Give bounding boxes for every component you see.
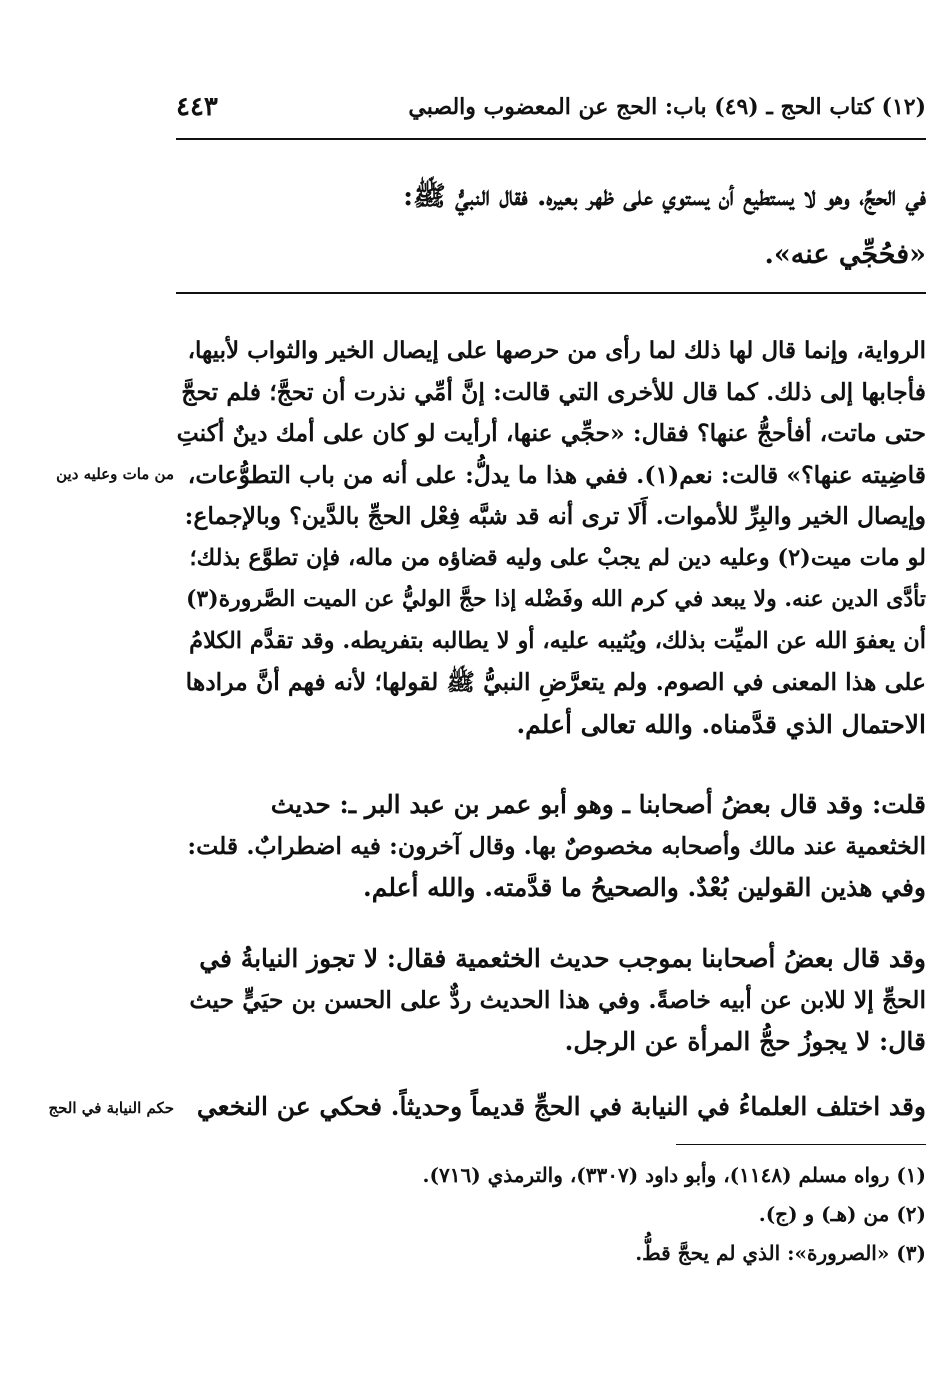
text-line: وقد قال بعضُ أصحابنا بموجب حديث الخثعمية فقال: لا تجوز النيابةُ في: [199, 944, 926, 973]
margin-note-proxy-hajj: حكم النيابة في الحج: [48, 1099, 174, 1117]
header-rule: [176, 138, 926, 140]
footnote: (٣) «الصرورة»: الذي لم يحجَّ قطُّ.: [635, 1241, 926, 1265]
footnotes: [300, 1156, 926, 1273]
text-line: تأدَّى الدين عنه. ولا يبعد في كرم الله وفَضْله إذا حجَّ الوليُّ عن الميت الصَّرورة(٣): [185, 586, 926, 612]
text-line: الحجِّ إلا للابن عن أبيه خاصةً. وفي هذا الحديث ردٌّ على الحسن بن حيَيٍّ حيث: [189, 985, 926, 1014]
commentary-paragraph-4: [176, 1086, 926, 1128]
text-line: في الحجِّ، وهو لا يستطيع أن يستوي على ظهر بعيره. فقال النبيُّ ﷺ:: [403, 181, 926, 212]
text-line: على هذا المعنى في الصوم. ولم يتعرَّضِ النبيُّ ﷺ لقولها؛ لأنه فهم أنَّ مرادها: [185, 668, 926, 696]
text-line: «فحُجِّي عنه».: [764, 239, 926, 270]
text-line: الرواية، وإنما قال لها ذلك لما رأى من حرصها على إيصال الخير والثواب لأبيها،: [187, 337, 926, 364]
page-header: [176, 92, 926, 136]
text-line: أن يعفوَ الله عن الميِّت بذلك، ويُثيبه عليه، أو لا يطالبه بتفريطه. وقد تقدَّم الكلامُ: [189, 627, 926, 654]
text-line: فأجابها إلى ذلك. كما قال للأخرى التي قالت: إنَّ أمِّي نذرت أن تحجَّ؛ فلم تحجَّ: [181, 377, 926, 406]
footnote: (٢) من (هـ) و (ج).: [758, 1202, 926, 1226]
margin-note-debt: من مات وعليه دين: [56, 465, 174, 483]
text-line: وإيصال الخير والبِرِّ للأموات. أَلَا ترى أنه قد شبَّه فِعْل الحجِّ بالدَّين؟ وبالإجماع:: [184, 502, 926, 530]
section-divider: [176, 292, 926, 294]
text-line: قال: لا يجوزُ حجُّ المرأة عن الرجل.: [564, 1027, 926, 1056]
commentary-paragraph-2: [176, 784, 926, 909]
footnote: (١) رواه مسلم (١١٤٨)، وأبو داود (٣٣٠٧)، والترمذي (٧١٦).: [422, 1163, 926, 1187]
text-line: قلت: وقد قال بعضُ أصحابنا ـ وهو أبو عمر بن عبد البر ـ: حديث: [270, 790, 926, 819]
footnote-rule: [676, 1144, 926, 1145]
text-line: حتى ماتت، أفأحجُّ عنها؟ فقال: «حجِّي عنها، أرأيت لو كان على أمك دينٌ أكنتِ: [176, 419, 926, 447]
page-number: ٤٤٣: [176, 92, 218, 122]
commentary-paragraph-1: [176, 330, 926, 745]
text-line: الخثعمية عند مالك وأصحابه مخصوصٌ بها. وقال آخرون: فيه اضطرابٌ. قلت:: [187, 831, 926, 860]
hadith-text: [176, 168, 926, 284]
text-line: لو مات ميت(٢) وعليه دين لم يجبْ على وليه قضاؤه من ماله، فإن تطوَّع بذلك؛: [189, 544, 926, 571]
text-line: وقد اختلف العلماءُ في النيابة في الحجِّ قديماً وحديثاً. فحكي عن النخعي: [196, 1092, 926, 1121]
text-line: قاضِيته عنها؟» قالت: نعم(١). ففي هذا ما يدلُّ: على أنه من باب التطوُّعات،: [187, 460, 926, 489]
text-line: وفي هذين القولين بُعْدٌ. والصحيحُ ما قدَّمته. والله أعلم.: [362, 873, 926, 902]
running-title: (١٢) كتاب الحج ـ (٤٩) باب: الحج عن المعضوب والصبي: [408, 94, 926, 120]
commentary-paragraph-3: [176, 938, 926, 1063]
text-line: الاحتمال الذي قدَّمناه. والله تعالى أعلم.: [516, 709, 926, 739]
